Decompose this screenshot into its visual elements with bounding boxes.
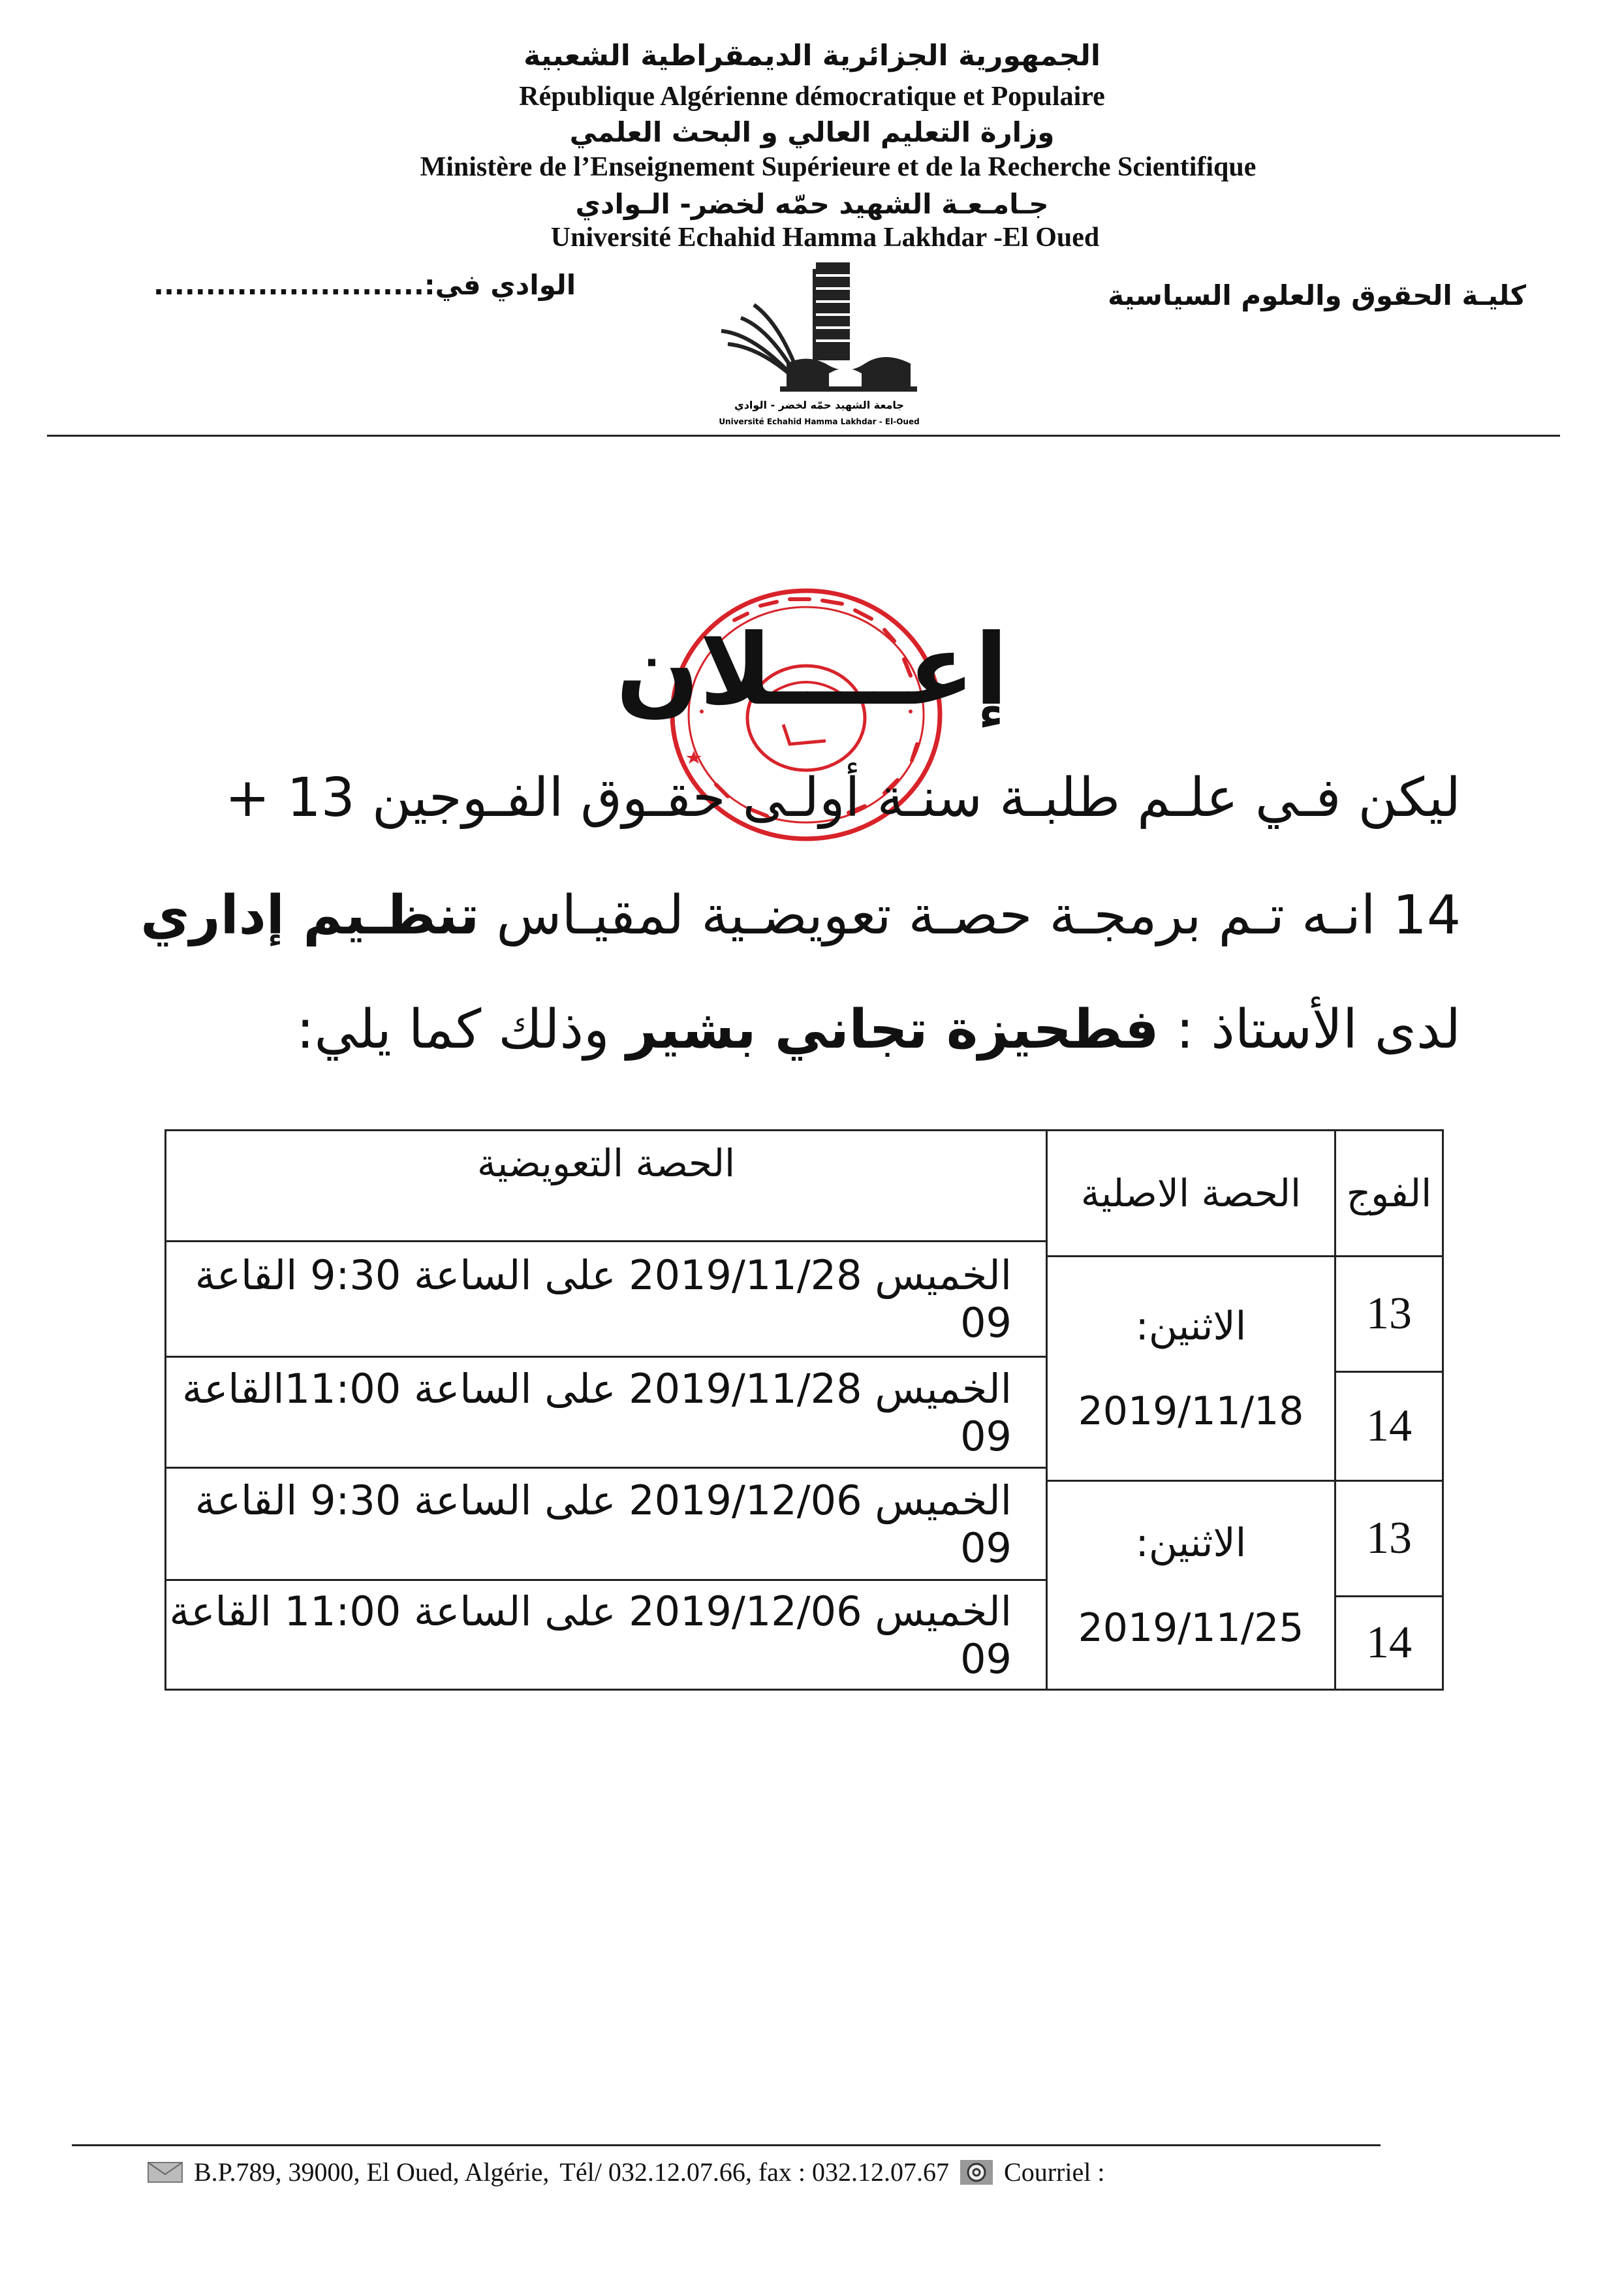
footer-divider: [72, 2144, 1381, 2146]
compensatory-session-cell: الخميس 2019/12/06 على الساعة 11:00 القاعة 09: [164, 1579, 1048, 1691]
original-session-cell: [1046, 1480, 1336, 1691]
group-cell: 14: [1334, 1371, 1444, 1482]
compensatory-session-cell: الخميس 2019/11/28 على الساعة 9:30 القاعة 09: [164, 1240, 1048, 1358]
teacher-name: فطحيزة تجاني بشير: [626, 999, 1159, 1061]
compensatory-session-cell: الخميس 2019/12/06 على الساعة 9:30 القاعة 09: [164, 1467, 1048, 1581]
university-building-logo: [715, 256, 924, 432]
announcement-line-2-text: 14 انـه تـم برمجـة حصـة تعويضـية لمقيـاس: [479, 884, 1461, 946]
footer-email-label: Courriel :: [1004, 2157, 1105, 2187]
header-original-session: الحصة الاصلية: [1046, 1129, 1336, 1257]
logo-caption-french: Université Echahid Hamma Lakhdar - El-Oued: [719, 417, 920, 426]
footer-phone: Tél/ 032.12.07.66, fax : 032.12.07.67: [559, 2157, 950, 2187]
original-day: الاثنين:: [1135, 1520, 1247, 1566]
announcement-line-2: [140, 884, 1461, 946]
place-date-dots: ..........................: [153, 269, 424, 301]
group-cell: 13: [1334, 1255, 1444, 1373]
ministry-arabic-heading: وزارة التعليم العالي و البحث العلمي: [569, 116, 1055, 148]
original-date: 2019/11/18: [1078, 1388, 1304, 1434]
university-french-heading: Université Echahid Hamma Lakhdar -El Oued: [550, 223, 1100, 253]
envelope-icon: [147, 2161, 183, 2183]
ministry-french-heading: Ministère de l’Enseignement Supérieure et de la Recherche Scientifique: [420, 152, 1257, 182]
header-compensatory-session: الحصة التعويضية: [164, 1129, 1048, 1242]
footer-address: B.P.789, 39000, El Oued, Algérie,: [194, 2157, 550, 2187]
original-session-cell: [1046, 1255, 1336, 1482]
republic-arabic-heading: الجمهورية الجزائرية الديمقراطية الشعبية: [523, 39, 1101, 72]
compensatory-session-cell: الخميس 2019/11/28 على الساعة 11:00القاعة 09: [164, 1356, 1048, 1469]
schedule-table: [164, 1129, 1444, 1691]
group-cell: 14: [1334, 1595, 1444, 1691]
original-day: الاثنين:: [1135, 1303, 1247, 1349]
republic-french-heading: République Algérienne démocratique et Populaire: [519, 82, 1105, 112]
logo-caption-arabic: جامعة الشهيد حمّه لخضر - الوادي: [734, 399, 904, 411]
teacher-label: لدى الأستاذ :: [1159, 999, 1461, 1061]
place-date-field: [153, 269, 576, 301]
announcement-title: إعــــلان: [616, 614, 1008, 727]
faculty-name: كليـة الحقوق والعلوم السياسية: [1108, 279, 1526, 311]
at-sign-icon: [960, 2159, 993, 2185]
header-group: الفوج: [1334, 1129, 1444, 1257]
place-date-label: الوادي في:: [424, 269, 576, 301]
university-arabic-heading: جـامـعـة الشهيد حمّه لخضر- الـوادي: [575, 188, 1049, 220]
header-divider: [47, 435, 1560, 437]
announcement-line-3-tail: وذلك كما يلي:: [296, 999, 627, 1061]
footer-contact: [147, 2157, 1104, 2187]
original-date: 2019/11/25: [1078, 1604, 1304, 1651]
subject-name: تنظـيم إداري: [140, 884, 480, 946]
announcement-line-3: [296, 999, 1461, 1061]
announcement-line-1: ليكن فـي علـم طلبـة سنـة أولـى حقـوق الفـوجين 13 +: [225, 767, 1461, 829]
group-cell: 13: [1334, 1480, 1444, 1597]
